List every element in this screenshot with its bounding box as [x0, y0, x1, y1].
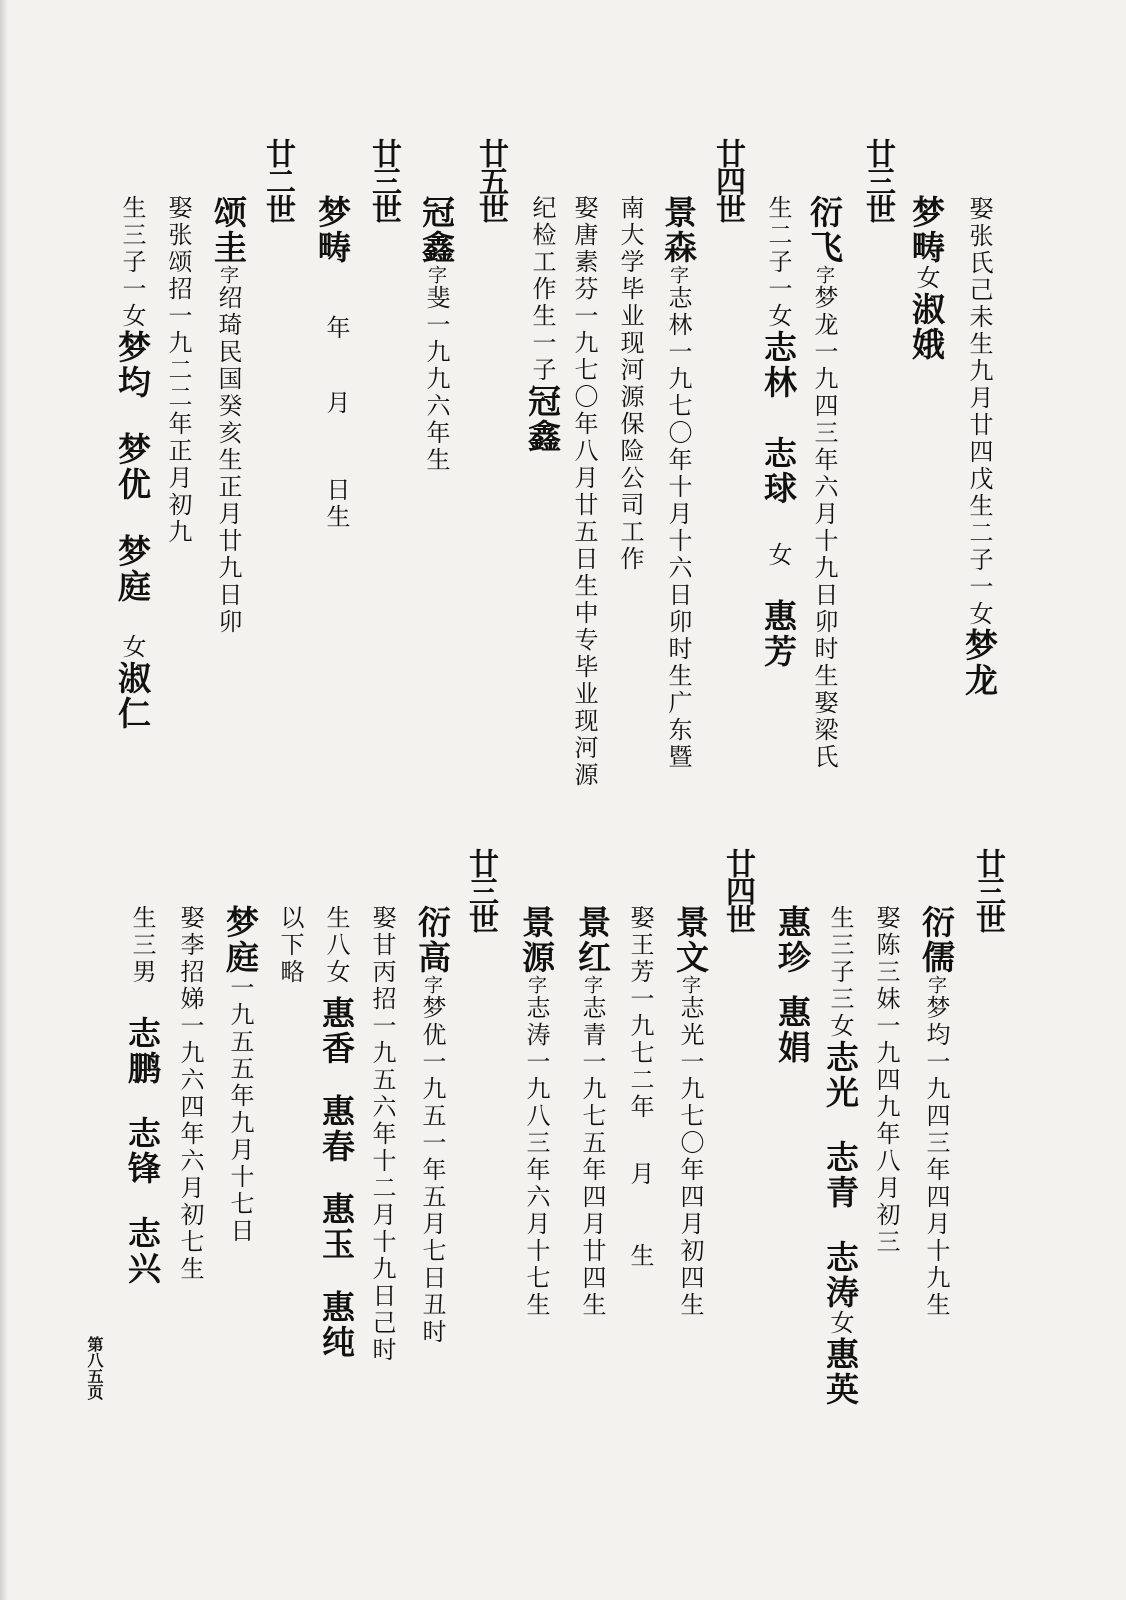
bottom-col-13: 梦庭一九五五年九月十七日: [221, 905, 260, 1245]
top-gen-24: 廿四世: [710, 138, 745, 222]
bottom-col-1: 衍儒字梦均一九四三年四月十九生: [917, 905, 956, 1319]
bottom-col-11: 生八女惠香惠春惠玉惠纯: [317, 905, 356, 1360]
top-col-10-date: 年月日生: [322, 315, 350, 531]
bottom-col-3: 生三子三女志光志青志涛女惠英: [821, 905, 860, 1407]
bottom-col-5: 景文字志光一九七〇年四月初四生: [671, 905, 710, 1319]
bottom-gen-24: 廿四世: [720, 848, 755, 932]
top-gen-23b: 廿三世: [366, 138, 401, 222]
bottom-col-14: 娶李招娣一九六四年六月初七生: [176, 905, 204, 1283]
top-col-7: 娶唐素芬一九七〇年八月廿五日生中专毕业现河源: [570, 195, 598, 789]
bottom-gen-23a: 廿三世: [970, 848, 1005, 932]
top-col-9: 冠鑫字斐一九九六年生: [417, 195, 456, 474]
top-gen-23a: 廿三世: [860, 138, 895, 222]
top-col-12: 娶张颂招一九二二年正月初九: [164, 195, 192, 546]
top-col-1: 娶张氏己未生九月廿四戊生二子一女梦龙: [960, 196, 999, 698]
bottom-col-4: 惠珍惠娟: [773, 905, 812, 1065]
page-number: 第八五页: [85, 1336, 104, 1400]
bottom-col-15: 生三男志鹏志锋志兴: [123, 905, 162, 1286]
top-col-11: 颂圭字绍琦民国癸亥生正月廿九日卯: [209, 195, 248, 636]
top-col-3: 衍飞字梦龙一九四三年六月十九日卯时生娶梁氏: [805, 195, 844, 771]
top-col-8: 纪检工作生一子冠鑫: [523, 195, 562, 454]
top-col-13: 生三子一女梦均梦优梦庭女淑仁: [113, 195, 152, 731]
top-col-2: 梦畴女淑娥: [907, 195, 946, 362]
bottom-col-9: 衍高字梦优一九五一年五月七日丑时: [413, 905, 452, 1346]
bottom-col-8: 景源字志涛一九八三年六月十七生: [517, 905, 556, 1319]
top-col-10: 梦畴: [313, 195, 352, 265]
top-gen-25: 廿五世: [473, 138, 508, 222]
top-gen-22: 廿二世: [260, 138, 295, 222]
bottom-col-2: 娶陈三妹一九四九年八月初三: [872, 905, 900, 1256]
top-col-6: 南大学毕业现河源保险公司工作: [616, 195, 644, 573]
top-col-5: 景森字志林一九七〇年十月十六日卯时生广东暨: [659, 195, 698, 771]
scan-edge: [0, 0, 8, 1600]
bottom-col-7: 景红字志青一九七五年四月廿四生: [573, 905, 612, 1319]
top-col-4: 生二子一女志林志球女惠芳: [759, 195, 798, 669]
bottom-col-10: 娶甘丙招一九五六年十二月十九日己时: [368, 905, 396, 1364]
bottom-col-12: 以下略: [276, 905, 304, 986]
bottom-gen-23b: 廿三世: [463, 848, 498, 932]
bottom-col-6: 娶王芳一九七二年月生: [626, 905, 654, 1270]
